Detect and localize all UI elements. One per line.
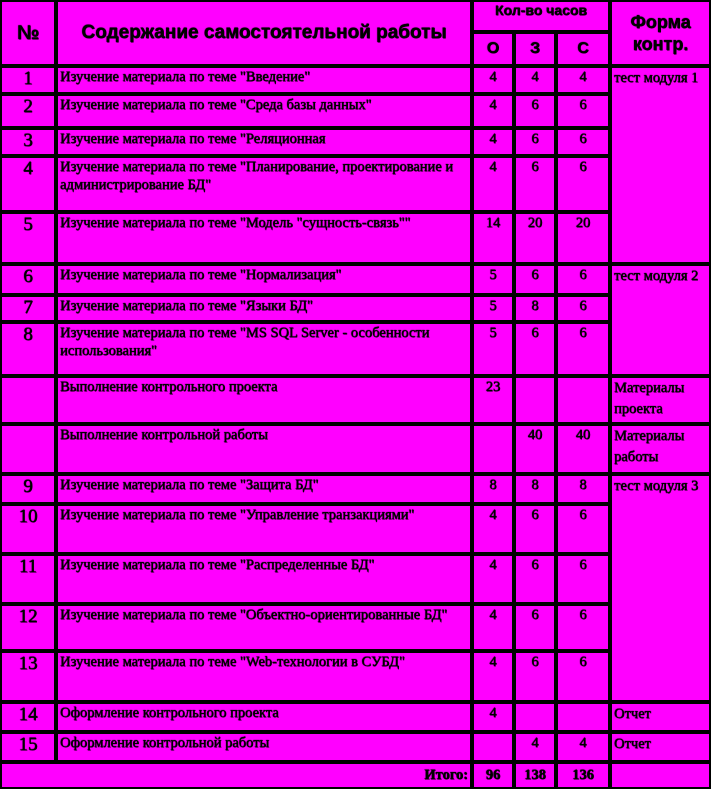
row-hours-z: 6 <box>514 264 556 295</box>
table-row <box>0 424 711 474</box>
table-row <box>0 504 711 554</box>
header-row <box>0 0 711 32</box>
row-hours-s: 6 <box>556 295 610 322</box>
row-hours-z <box>514 376 556 424</box>
total-hours-o: 96 <box>472 762 514 789</box>
row-number: 15 <box>0 732 56 762</box>
row-content: Выполнение контрольного проекта <box>56 376 472 424</box>
row-number: 12 <box>0 604 56 651</box>
row-hours-s: 6 <box>556 504 610 554</box>
row-hours-s: 4 <box>556 732 610 762</box>
row-hours-s <box>556 376 610 424</box>
form-project-materials: Материалы проекта <box>610 376 711 424</box>
row-hours-o <box>472 732 514 762</box>
row-content: Изучение материала по теме "Языки БД" <box>56 295 472 322</box>
row-number: 14 <box>0 702 56 732</box>
row-hours-s: 6 <box>556 156 610 212</box>
form-report-project: Отчет <box>610 702 711 732</box>
row-hours-o <box>472 424 514 474</box>
row-hours-z: 6 <box>514 156 556 212</box>
row-hours-o: 8 <box>472 474 514 504</box>
row-hours-o: 4 <box>472 702 514 732</box>
row-number: 10 <box>0 504 56 554</box>
form-work-materials: Материалы работы <box>610 424 711 474</box>
row-content: Изучение материала по теме "Реляционная <box>56 128 472 156</box>
row-number: 4 <box>0 156 56 212</box>
row-content: Выполнение контрольной работы <box>56 424 472 474</box>
row-number: 8 <box>0 322 56 376</box>
row-hours-s: 6 <box>556 322 610 376</box>
row-number: 6 <box>0 264 56 295</box>
header-z: З <box>514 32 556 66</box>
table-row <box>0 651 711 702</box>
row-content: Изучение материала по теме "Web-технологии в СУБД" <box>56 651 472 702</box>
row-hours-s: 6 <box>556 554 610 604</box>
table-row <box>0 212 711 264</box>
row-number: 11 <box>0 554 56 604</box>
row-hours-z: 6 <box>514 604 556 651</box>
row-hours-z: 20 <box>514 212 556 264</box>
table-row <box>0 94 711 128</box>
row-hours-o: 4 <box>472 604 514 651</box>
row-hours-z: 6 <box>514 322 556 376</box>
header-hours: Кол-во часов <box>472 0 610 32</box>
row-hours-s: 6 <box>556 651 610 702</box>
row-hours-o: 4 <box>472 554 514 604</box>
row-hours-o: 14 <box>472 212 514 264</box>
row-number: 5 <box>0 212 56 264</box>
row-content: Изучение материала по теме "Распределенные БД" <box>56 554 472 604</box>
row-hours-s: 6 <box>556 604 610 651</box>
row-content: Изучение материала по теме "Защита БД" <box>56 474 472 504</box>
row-hours-o: 4 <box>472 66 514 94</box>
header-s: С <box>556 32 610 66</box>
row-hours-s: 6 <box>556 94 610 128</box>
table-row <box>0 376 711 424</box>
row-content: Оформление контрольного проекта <box>56 702 472 732</box>
table-row <box>0 702 711 732</box>
row-number: 13 <box>0 651 56 702</box>
row-content: Изучение материала по теме "Введение" <box>56 66 472 94</box>
row-number <box>0 376 56 424</box>
row-hours-z: 6 <box>514 504 556 554</box>
table-row <box>0 732 711 762</box>
row-hours-z: 8 <box>514 474 556 504</box>
row-number: 7 <box>0 295 56 322</box>
row-hours-z: 6 <box>514 554 556 604</box>
header-content: Содержание самостоятельной работы <box>56 0 472 66</box>
row-hours-s: 6 <box>556 128 610 156</box>
row-hours-s <box>556 702 610 732</box>
row-content: Изучение материала по теме "Планирование, проектирование и администрирование БД" <box>56 156 472 212</box>
row-content: Оформление контрольной работы <box>56 732 472 762</box>
form-report-work: Отчет <box>610 732 711 762</box>
row-hours-z: 8 <box>514 295 556 322</box>
row-hours-o: 4 <box>472 504 514 554</box>
total-row <box>0 762 711 789</box>
header-o: О <box>472 32 514 66</box>
row-content: Изучение материала по теме "Нормализация" <box>56 264 472 295</box>
table-row <box>0 322 711 376</box>
row-hours-s: 8 <box>556 474 610 504</box>
row-content: Изучение материала по теме "Объектно-ориентированные БД" <box>56 604 472 651</box>
row-content: Изучение материала по теме "MS SQL Server - особенности использования" <box>56 322 472 376</box>
row-hours-s: 6 <box>556 264 610 295</box>
row-hours-o: 4 <box>472 156 514 212</box>
form-module-1: тест модуля 1 <box>610 66 711 264</box>
row-hours-z: 6 <box>514 128 556 156</box>
row-hours-o: 5 <box>472 295 514 322</box>
row-hours-s: 20 <box>556 212 610 264</box>
row-number: 9 <box>0 474 56 504</box>
row-hours-o: 4 <box>472 94 514 128</box>
row-content: Изучение материала по теме "Модель "сущность-связь"" <box>56 212 472 264</box>
row-hours-z: 6 <box>514 651 556 702</box>
row-hours-o: 5 <box>472 322 514 376</box>
total-form <box>610 762 711 789</box>
table-row <box>0 604 711 651</box>
table-row <box>0 128 711 156</box>
header-number: № <box>0 0 56 66</box>
table-row <box>0 474 711 504</box>
row-hours-o: 4 <box>472 128 514 156</box>
total-label: Итого: <box>0 762 472 789</box>
header-form: Форма контр. <box>610 0 711 66</box>
table-row <box>0 295 711 322</box>
row-number: 3 <box>0 128 56 156</box>
total-hours-z: 138 <box>514 762 556 789</box>
row-content: Изучение материала по теме "Среда базы данных" <box>56 94 472 128</box>
row-hours-s: 40 <box>556 424 610 474</box>
row-hours-z: 4 <box>514 66 556 94</box>
row-hours-z: 4 <box>514 732 556 762</box>
row-hours-o: 4 <box>472 651 514 702</box>
table-row <box>0 264 711 295</box>
row-hours-z <box>514 702 556 732</box>
table-row <box>0 156 711 212</box>
form-module-2: тест модуля 2 <box>610 264 711 376</box>
row-hours-z: 6 <box>514 94 556 128</box>
row-number: 2 <box>0 94 56 128</box>
total-hours-s: 136 <box>556 762 610 789</box>
row-content: Изучение материала по теме "Управление транзакциями" <box>56 504 472 554</box>
table-row <box>0 66 711 94</box>
row-hours-o: 5 <box>472 264 514 295</box>
form-module-3: тест модуля 3 <box>610 474 711 702</box>
row-number: 1 <box>0 66 56 94</box>
row-hours-o: 23 <box>472 376 514 424</box>
row-hours-s: 4 <box>556 66 610 94</box>
table-row <box>0 554 711 604</box>
row-hours-z: 40 <box>514 424 556 474</box>
row-number <box>0 424 56 474</box>
